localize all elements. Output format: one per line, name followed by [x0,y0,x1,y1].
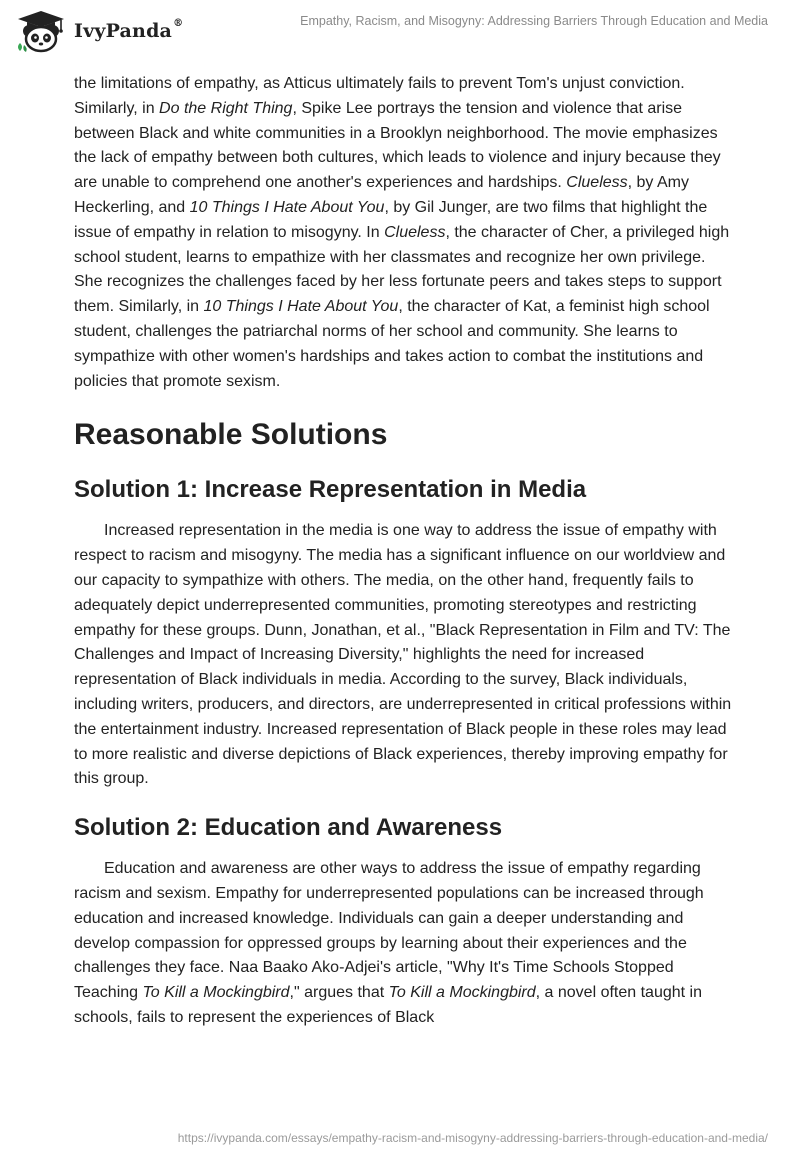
paragraph-solution-2 [74,857,734,1031]
source-url[interactable]: https://ivypanda.com/essays/empathy-racism-and-misogyny-addressing-barriers-through-education-and-media/ [177,1131,768,1145]
ivypanda-logo[interactable] [14,9,183,53]
text-run: ," argues that [289,984,389,1002]
paragraph-films [74,72,734,394]
text-run: Education and awareness are other ways to address the issue of empathy regarding racism and sexism. Empathy for underrepresented populations can be increased through education and increased knowledge. Individuals can gain a deeper understanding and develop compassion for oppressed groups by learning about their experiences and the challenges they face. Naa Baako Ako-Adjei's article, "Why It's Time Schools Stopped Teaching [74,860,704,1002]
registered-mark: ® [173,18,184,29]
text-run: , the character of Cher, a privileged high school student, learns to empathize with her classmates and recognize her own privilege. She recognizes the challenges faced by her less fortunate peers and takes steps to support them. Similarly, in [74,223,730,316]
film-title: Clueless [384,223,446,241]
film-title: Clueless [566,174,628,192]
film-title: 10 Things I Hate About You [189,198,385,216]
paragraph-solution-1: Increased representation in the media is one way to address the issue of empathy with respect to racism and misogyny. The media has a significant influence on our worldview and our capacity to sympathize with others. The media, on the other hand, frequently fails to adequately depict underrepresented communities, promoting stereotypes and restricting empathy for these groups. Dunn, Jonathan, et al., "Black Representation in Film and TV: The Challenges and Impact of Increasing Diversity," highlights the need for increased representation of Black individuals in media. According to the survey, Black individuals, including writers, producers, and directors, are underrepresented in critical professions within the entertainment industry. Increased representation of Black people in these roles may lead to more realistic and diverse depictions of Black experiences, thereby improving empathy for this group. [74,522,732,788]
essay-content [74,72,734,1031]
text-run: , Spike Lee portrays the tension and violence that arise between Black and white communities in a Brooklyn neighborhood. The movie emphasizes the lack of empathy between both cultures, which leads to violence and injury because they are unable to comprehend one another's experiences and hardships. [74,99,721,192]
subheading-solution-1: Solution 1: Increase Representation in Media [74,476,587,504]
text-run: , by Amy Heckerling, and [74,174,689,216]
film-title: 10 Things I Hate About You [203,298,399,316]
text-run: , by Gil Junger, are two films that highlight the issue of empathy in relation to misogyny. In [74,198,708,241]
film-title: Do the Right Thing [159,99,293,117]
text-run: the limitations of empathy, as Atticus ultimately fails to prevent Tom's unjust conviction. Similarly, in [74,75,685,117]
book-title: To Kill a Mockingbird [388,984,536,1002]
panda-graduate-icon [14,9,68,53]
page-header [0,0,800,60]
text-run: , a novel often taught in schools, fails to represent the experiences of Black [74,984,702,1026]
logo-wordmark [74,20,183,42]
subheading-solution-2: Solution 2: Education and Awareness [74,814,503,842]
section-heading-reasonable-solutions: Reasonable Solutions [74,418,388,452]
logo-name: IvyPanda [74,20,173,42]
document-title: Empathy, Racism, and Misogyny: Addressing Barriers Through Education and Media [300,14,768,28]
book-title: To Kill a Mockingbird [142,984,290,1002]
text-run: , the character of Kat, a feminist high school student, challenges the patriarchal norms of her school and community. She learns to sympathize with other women's hardships and takes action to combat the institutions and policies that promote sexism. [74,298,710,390]
